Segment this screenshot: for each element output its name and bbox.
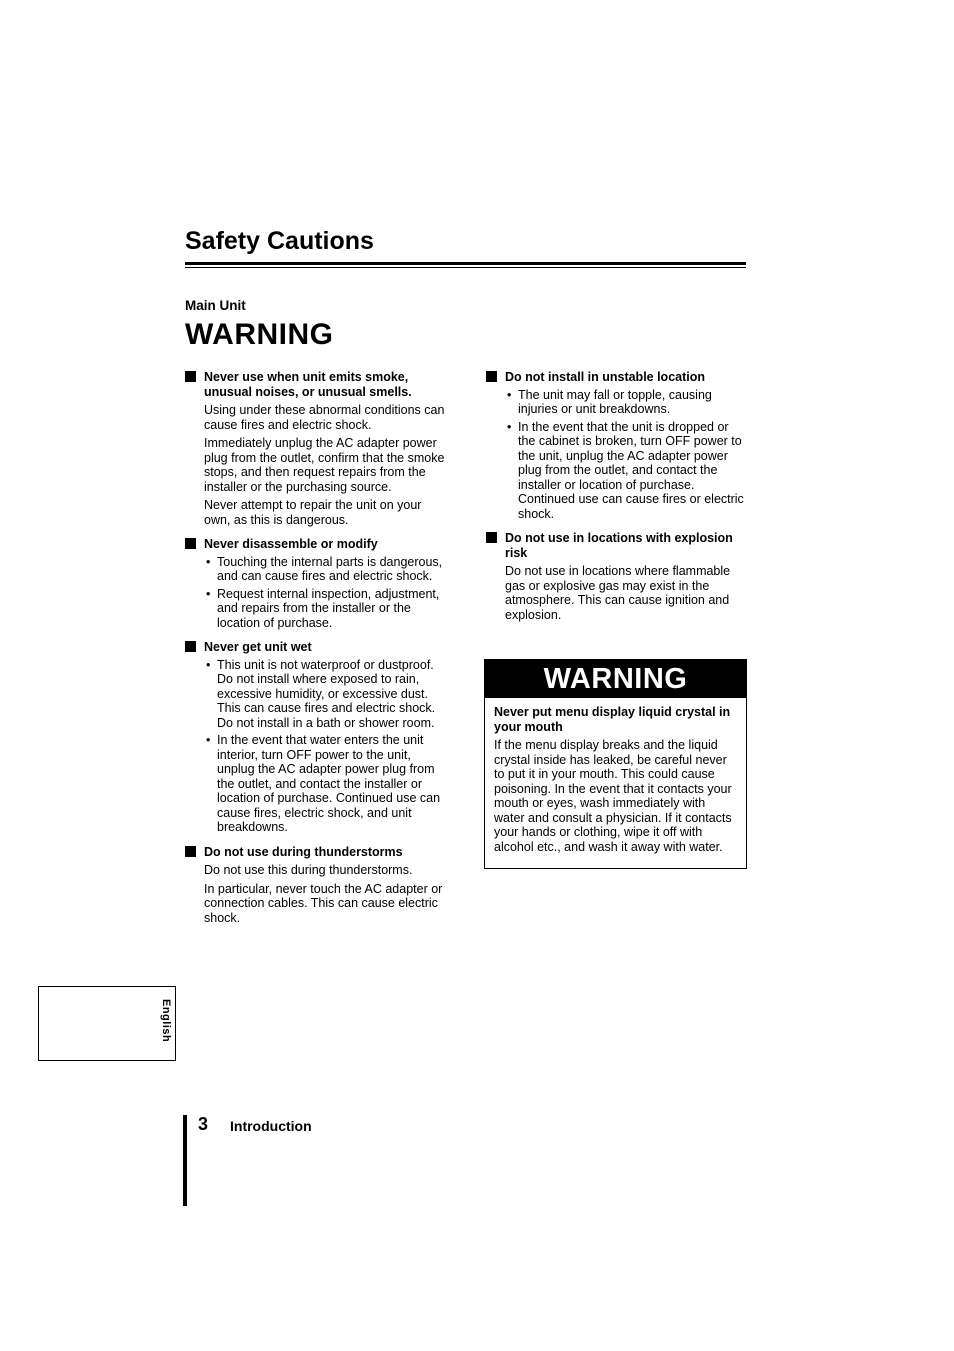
- square-bullet-icon: [185, 538, 196, 549]
- square-bullet-icon: [486, 532, 497, 543]
- caution-heading-text: Never get unit wet: [204, 640, 312, 654]
- square-bullet-icon: [185, 641, 196, 652]
- caution-heading: [486, 370, 746, 385]
- bullet-item: • This unit is not waterproof or dustproof. Do not install where exposed to rain, excessive humidity, or excessive dust. This can cause fires and electric shock. Do not install in a bath or shower room.: [217, 658, 448, 731]
- caution-paragraph: In particular, never touch the AC adapter or connection cables. This can cause electric shock.: [204, 881, 443, 925]
- caution-heading: [185, 537, 448, 552]
- warning-box: [484, 659, 747, 869]
- language-tab-label: English: [160, 999, 172, 1043]
- caution-heading-text: Do not install in unstable location: [505, 370, 706, 384]
- caution-heading: [486, 531, 746, 560]
- caution-heading: [185, 845, 448, 860]
- caution-paragraph: Do not use this during thunderstorms.: [204, 863, 413, 877]
- bullet-item: • In the event that water enters the unit interior, turn OFF power to the unit, unplug the AC adapter power plug from the outlet, and contact the installer or location of purchase. Continued use can cause fires, electric shock, and unit breakdowns.: [217, 733, 448, 835]
- caution-heading-text: Do not use in locations with explosion risk: [505, 531, 733, 560]
- caution-item-smoke: [185, 370, 448, 527]
- caution-paragraph: Using under these abnormal conditions can cause fires and electric shock.: [204, 403, 445, 432]
- warning-box-body: [485, 698, 746, 854]
- title-rule-thick: [185, 262, 746, 265]
- title-rule-thin: [185, 267, 746, 268]
- page-title: Safety Cautions: [185, 227, 374, 255]
- warning-box-heading: Never put menu display liquid crystal in your mouth: [494, 705, 731, 734]
- caution-heading-text: Never use when unit emits smoke, unusual noises, or unusual smells.: [204, 370, 412, 399]
- warning-box-text: If the menu display breaks and the liquid crystal inside has leaked, be careful never to put it in your mouth. This could cause poisoning. In the event that it contacts your mouth or eyes, wash immediately with water and consult a physician. If it contacts your hands or clothing, wipe it off with alcohol etc., and wash it away with water.: [494, 738, 732, 854]
- square-bullet-icon: [185, 371, 196, 382]
- caution-item-explosion: [486, 531, 746, 622]
- caution-heading-text: Do not use during thunderstorms: [204, 844, 403, 859]
- warning-box-header: WARNING: [485, 660, 746, 698]
- bullet-item: • Request internal inspection, adjustment, and repairs from the installer or the location of purchase.: [217, 587, 448, 631]
- square-bullet-icon: [486, 371, 497, 382]
- caution-item-unstable: [486, 370, 746, 521]
- caution-bullet-list: [185, 658, 448, 835]
- caution-paragraph: Do not use in locations where flammable gas or explosive gas may exist in the atmosphere. This can cause ignition and explosion.: [505, 564, 731, 622]
- left-column: [185, 370, 448, 935]
- page-marker-bar: [183, 1115, 187, 1206]
- warning-heading: WARNING: [185, 318, 334, 351]
- caution-item-thunderstorms: [185, 845, 448, 926]
- caution-item-disassemble: [185, 537, 448, 630]
- page-number: 3: [198, 1114, 209, 1134]
- section-subheading: Main Unit: [185, 298, 246, 313]
- caution-paragraph: Immediately unplug the AC adapter power plug from the outlet, confirm that the smoke stops, and then request repairs from the installer or the purchasing source.: [204, 436, 445, 494]
- caution-bullet-list: [486, 388, 746, 522]
- caution-bullet-list: [185, 555, 448, 631]
- right-column: [486, 370, 746, 632]
- bullet-item: • The unit may fall or topple, causing injuries or unit breakdowns.: [518, 388, 746, 417]
- caution-heading: [185, 640, 448, 655]
- bullet-item: • Touching the internal parts is dangerous, and can cause fires and electric shock.: [217, 555, 448, 584]
- section-name: Introduction: [230, 1118, 312, 1134]
- caution-heading: [185, 370, 448, 399]
- square-bullet-icon: [185, 846, 196, 857]
- caution-paragraph: Never attempt to repair the unit on your own, as this is dangerous.: [204, 498, 422, 527]
- caution-item-wet: [185, 640, 448, 835]
- bullet-item: • In the event that the unit is dropped or the cabinet is broken, turn OFF power to the unit, unplug the AC adapter power plug from the outlet, and contact the installer or location of purchase. Continued use can cause fires or electric shock.: [518, 420, 746, 522]
- language-tab: [38, 986, 176, 1061]
- caution-heading-text: Never disassemble or modify: [204, 537, 378, 551]
